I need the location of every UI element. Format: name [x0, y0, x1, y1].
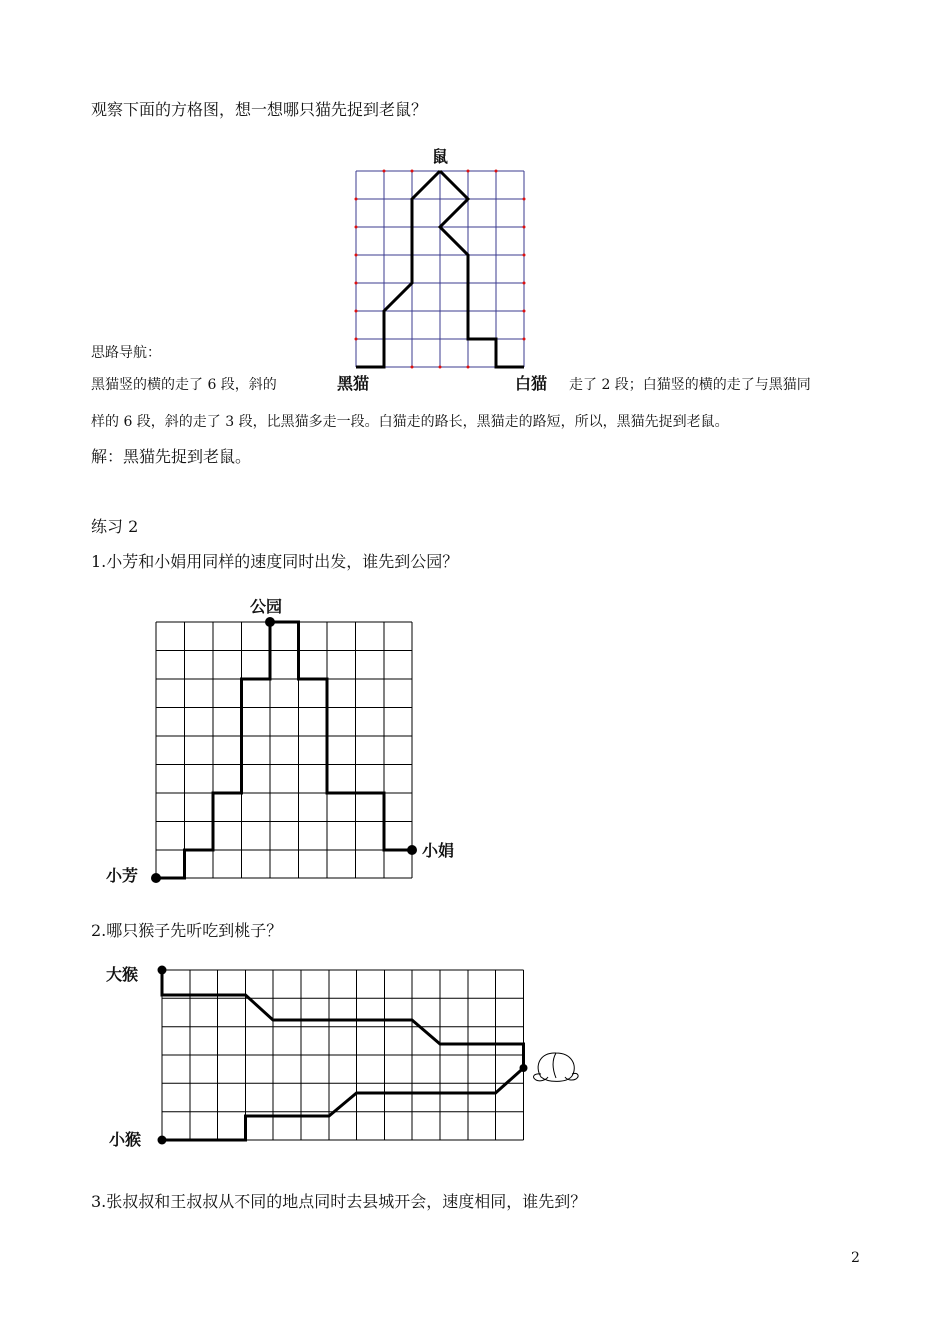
figure2-start-dot-xiaofang [151, 873, 161, 883]
fig3-big-monkey-label: 大猴 [106, 965, 139, 984]
hint-line1-b: 走了 2 段；白猫竖的横的走了与黑猫同 [569, 377, 811, 393]
figure1-white-cat-path [440, 171, 524, 367]
question-3: 3.张叔叔和王叔叔从不同的地点同时去县城开会，速度相同，谁先到？ [91, 1192, 587, 1211]
fig3-small-monkey-label: 小猴 [109, 1130, 142, 1149]
figure2-grid [156, 622, 412, 878]
fig2-xiaofang-label: 小芳 [106, 866, 139, 885]
figure1-grid [356, 171, 524, 367]
figure3-big-monkey-path [162, 970, 524, 1068]
figure1-black-cat-label: 黑猫 [337, 374, 370, 393]
figure1-mouse-label: 鼠 [432, 147, 449, 166]
hint-line2: 样的 6 段，斜的走了 3 段，比黑猫多走一段。白猫走的路长，黑猫走的路短，所以，黑猫先捉到老鼠。 [91, 414, 729, 430]
fig2-park-label: 公园 [250, 597, 283, 616]
figure3-small-monkey-dot [158, 1136, 167, 1145]
peach-icon [534, 1053, 579, 1081]
hint-title: 思路导航： [91, 345, 161, 361]
exercise-title: 练习 2 [91, 517, 139, 536]
figure2-start-dot-xiaojuan [407, 845, 417, 855]
figure3-small-monkey-path [162, 1068, 524, 1140]
fig2-xiaojuan-label: 小娟 [422, 841, 455, 860]
figure3-goal-dot [520, 1064, 528, 1072]
figure1-white-cat-label: 白猫 [515, 374, 548, 393]
figure1-black-cat-path [356, 171, 440, 367]
page-number: 2 [851, 1250, 860, 1266]
figure3-big-monkey-dot [158, 966, 167, 975]
intro-question: 观察下面的方格图，想一想哪只猫先捉到老鼠？ [91, 100, 428, 119]
solution: 解：黑猫先捉到老鼠。 [91, 447, 252, 466]
hint-line1-a: 黑猫竖的横的走了 6 段，斜的 [91, 377, 277, 393]
question-1: 1.小芳和小娟用同样的速度同时出发，谁先到公园？ [91, 552, 459, 571]
figure2-park-dot [265, 617, 275, 627]
question-2: 2.哪只猴子先听吃到桃子？ [91, 921, 283, 940]
